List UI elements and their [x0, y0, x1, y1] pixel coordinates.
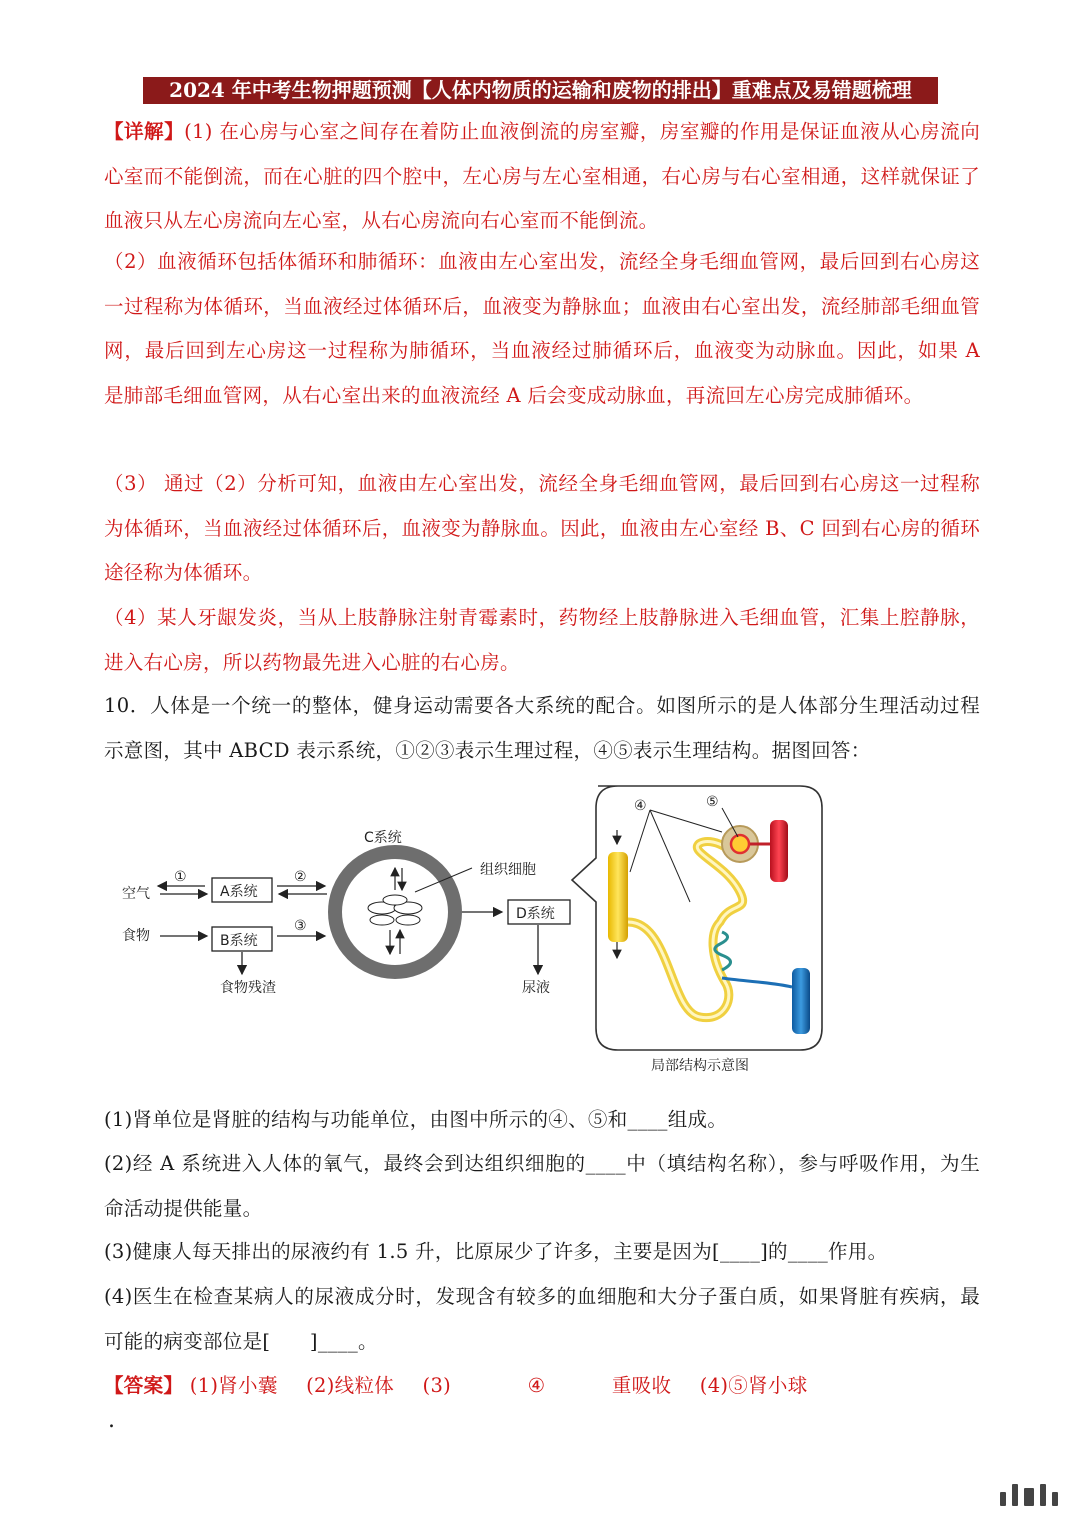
question-stem: 10．人体是一个统一的整体，健身运动需要各大系统的配合。如图所示的是人体部分生理活动过程示意图，其中 ABCD 表示系统，①②③表示生理过程，④⑤表示生理结构。据图回答：: [104, 694, 980, 762]
answer-tag: 【答案】: [104, 1374, 184, 1397]
detail-paragraph-4: （4）某人牙龈发炎，当从上肢静脉注射青霉素时，药物经上肢静脉进入毛细血管，汇集上腔静脉，进入右心房，所以药物最先进入心脏的右心房。: [104, 606, 980, 674]
struct-4-label: ④: [634, 798, 647, 814]
answer-3-fill: 重吸收: [611, 1374, 672, 1397]
detail-paragraph-3: （3） 通过（2）分析可知，血液由左心室出发，流经全身毛细血管网，最后回到右心房这一过程称为体循环，当血液经过体循环后，血液变为静脉血。因此，血液由左心室经 B、C 回到右心房的循环途径称为体循环。: [104, 472, 980, 584]
tissue-cells-label: 组织细胞: [480, 862, 536, 878]
watermark-logo: [1000, 1484, 1058, 1506]
detail-paragraph-2: （2）血液循环包括体循环和肺循环：血液由左心室出发，流经全身毛细血管网，最后回到右心房这一过程称为体循环，当血液经过体循环后，血液变为静脉血；血液由右心室出发，流经肺部毛细血管网，最后回到左心房这一过程称为肺循环，当血液经过肺循环后，血液变为动脉血。因此，如果 A 是肺部毛细血管网，从右心室出来的血液流经 A 后会变成动脉血，再流回左心房完成肺循环。: [104, 250, 980, 407]
question-4: (4)医生在检查某病人的尿液成分时，发现含有较多的血细胞和大分子蛋白质，如果肾脏有疾病，最可能的病变部位是[ ]____。: [104, 1285, 980, 1353]
question-1: (1)肾单位是肾脏的结构与功能单位，由图中所示的④、⑤和____组成。: [104, 1108, 728, 1131]
answer-3-bracket: ④: [527, 1374, 546, 1397]
answer-line: [104, 1364, 980, 1409]
urine-label: 尿液: [522, 980, 550, 996]
system-b-label: B系统: [220, 933, 258, 949]
step-2-label: ②: [294, 869, 307, 885]
struct-5-label: ⑤: [706, 794, 719, 810]
detail-tag: 【详解】: [104, 120, 185, 143]
answer-2: (2)线粒体: [306, 1374, 395, 1397]
inset-caption: 局部结构示意图: [651, 1058, 749, 1074]
answer-4: (4)⑤肾小球: [699, 1374, 808, 1397]
system-d-label: D系统: [516, 906, 555, 922]
collecting-duct: [608, 852, 628, 942]
physiology-diagram: [110, 782, 830, 1082]
question-3: (3)健康人每天排出的尿液约有 1.5 升，比原尿少了许多，主要是因为[____]的____作用。: [104, 1240, 888, 1263]
glomerulus: [731, 835, 749, 853]
system-c-label: C系统: [364, 830, 402, 846]
detail-paragraph-1: [104, 110, 980, 244]
question-2: (2)经 A 系统进入人体的氧气，最终会到达组织细胞的____中（填结构名称），参与呼吸作用，为生命活动提供能量。: [104, 1152, 980, 1220]
page-title: 2024 年中考生物押题预测【人体内物质的运输和废物的排出】重难点及易错题梳理: [143, 77, 938, 104]
detail-text-1: (1) 在心房与心室之间存在着防止血液倒流的房室瓣，房室瓣的作用是保证血液从心房流向心室而不能倒流，而在心脏的四个腔中，左心房与左心室相通，右心房与右心室相通，这样就保证了血液只从左心房流向左心室，从右心房流向右心室而不能倒流。: [104, 120, 980, 232]
system-a-label: A系统: [220, 884, 258, 900]
answer-1: (1)肾小囊: [189, 1374, 278, 1397]
cell-shape: [396, 915, 420, 925]
renal-artery: [770, 820, 788, 882]
cell-shape: [370, 915, 394, 925]
air-label: 空气: [122, 886, 150, 902]
trailing-dot: .: [108, 1408, 115, 1433]
cell-shape: [383, 895, 407, 905]
step-1-label: ①: [174, 869, 187, 885]
food-label: 食物: [122, 928, 150, 944]
step-3-label: ③: [294, 918, 307, 934]
renal-vein: [792, 968, 810, 1034]
answer-3: (3): [422, 1374, 452, 1397]
food-residue-label: 食物残渣: [220, 980, 276, 996]
